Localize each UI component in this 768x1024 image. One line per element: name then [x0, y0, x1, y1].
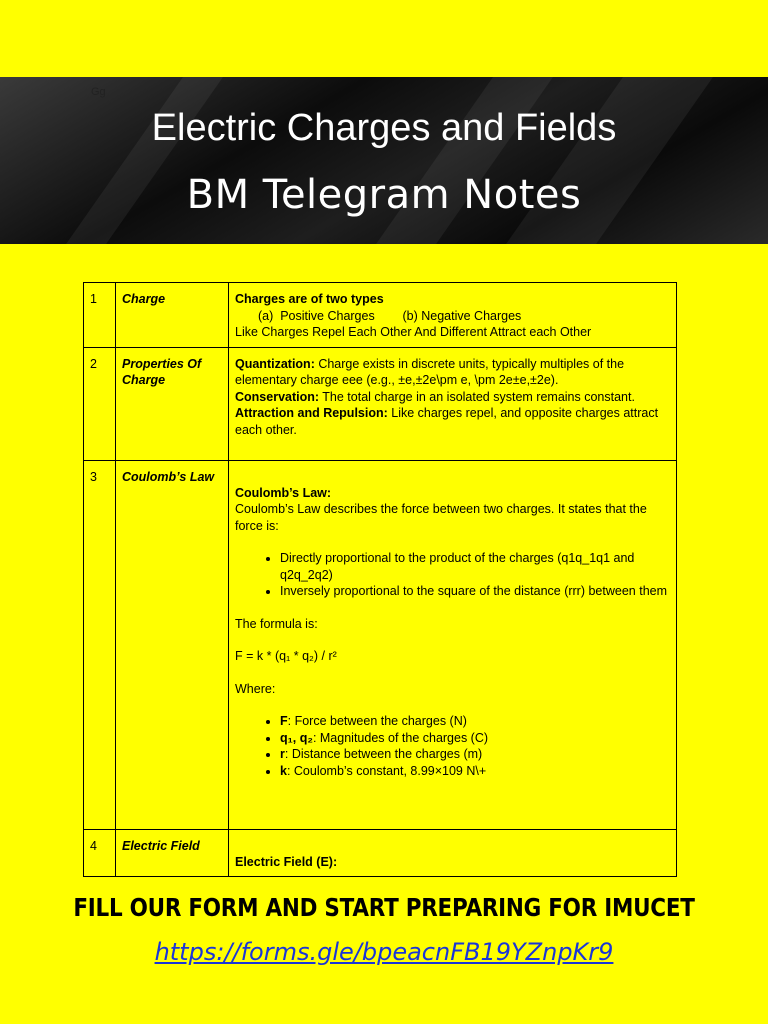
notes-table	[83, 282, 677, 877]
charge-note: Like Charges Repel Each Other And Different Attract each Other	[235, 325, 592, 339]
where-label: Where:	[235, 681, 276, 696]
list-item: • Directly proportional to the product of the charges (q1q_1q1 and q2q_2q2)	[280, 550, 670, 583]
coulomb-heading: Coulomb’s Law:	[235, 485, 332, 500]
row-topic: Coulomb’s Law	[116, 460, 229, 829]
quantization-label: Quantization:	[235, 356, 315, 371]
coulomb-formula: F = k * (q₁ * q₂) / r²	[235, 649, 337, 663]
list-item: • k: Coulomb’s constant, 8.99×109 N\+	[280, 763, 670, 780]
row-number: 3	[84, 460, 116, 829]
list-item: • Inversely proportional to the square of the distance (rrr) between them	[280, 583, 670, 600]
page-title: Electric Charges and Fields	[151, 107, 617, 149]
table-row	[84, 347, 677, 460]
row-content	[229, 347, 677, 460]
row-content	[229, 460, 677, 829]
table-row	[84, 829, 677, 877]
coulomb-description: Coulomb’s Law describes the force between two charges. It states that the force is:	[235, 502, 647, 533]
page-subtitle: BM Telegram Notes	[186, 172, 582, 218]
form-link[interactable]: https://forms.gle/bpeacnFB19YZnpKr9	[154, 938, 614, 966]
row-number: 1	[84, 283, 116, 348]
row-number: 4	[84, 829, 116, 877]
conservation-text: The total charge in an isolated system remains constant.	[319, 389, 635, 404]
electric-field-heading: Electric Field (E):	[235, 854, 338, 869]
list-item: • r: Distance between the charges (m)	[280, 746, 670, 763]
corner-text: Gg	[91, 86, 106, 98]
attraction-text: Like charges repel, and opposite charges attract each other.	[235, 406, 659, 437]
row-topic: Electric Field	[116, 829, 229, 877]
row-heading: Charges are of two types	[235, 292, 384, 306]
quantization-text: Charge exists in discrete units, typically multiples of the elementary charge eee (e.g., ±e,±2e\pm e, \pm 2e±e,±2e).	[235, 356, 625, 387]
header-banner	[0, 77, 768, 244]
conservation-label: Conservation:	[235, 389, 320, 404]
row-content	[229, 283, 677, 348]
list-item: • q₁, q₂: Magnitudes of the charges (C)	[280, 730, 670, 747]
charge-types: (a) Positive Charges (b) Negative Charges	[258, 308, 522, 323]
row-topic: Charge	[116, 283, 229, 348]
row-content	[229, 829, 677, 877]
row-topic: Properties Of Charge	[116, 347, 229, 460]
formula-intro: The formula is:	[235, 616, 318, 631]
attraction-label: Attraction and Repulsion:	[235, 406, 388, 420]
list-item: • F: Force between the charges (N)	[280, 713, 670, 730]
call-to-action: FILL OUR FORM AND START PREPARING FOR IMUCET	[73, 893, 695, 922]
definitions-list	[235, 713, 670, 779]
table-row	[84, 460, 677, 829]
table-row	[84, 283, 677, 348]
row-number: 2	[84, 347, 116, 460]
proportionality-list	[235, 550, 670, 600]
